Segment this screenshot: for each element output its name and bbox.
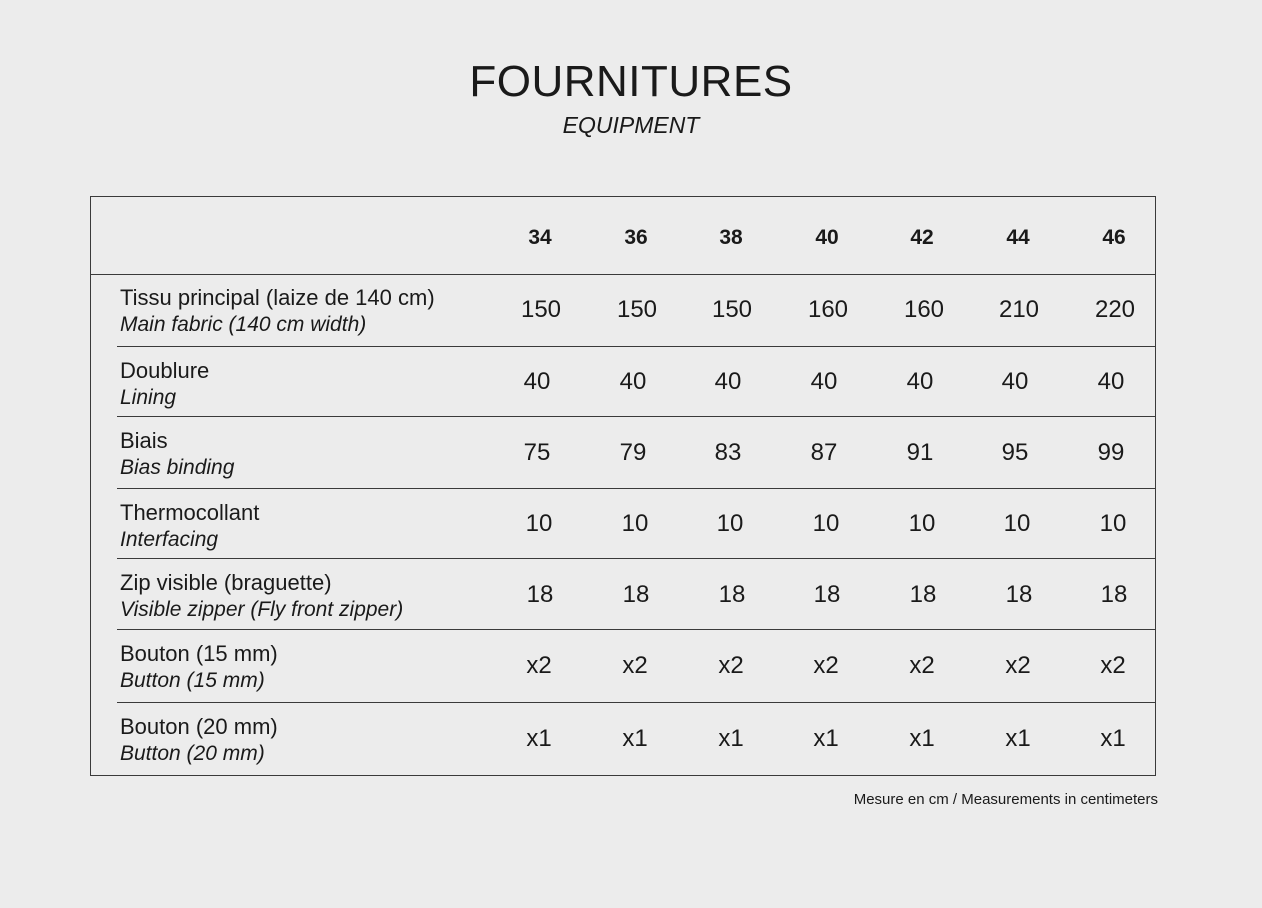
table-cell: x1 (1005, 725, 1031, 752)
row-label (120, 570, 500, 623)
table-cell: x1 (718, 725, 744, 752)
table-cell: 75 (523, 439, 551, 466)
table-cell: 18 (526, 581, 554, 608)
table-cell: 10 (716, 510, 744, 537)
row-label-french: Thermocollant (120, 500, 260, 525)
table-header-row (91, 197, 1155, 275)
table-cell: 150 (711, 296, 753, 323)
table-cell: 210 (998, 296, 1040, 323)
table-cell: 18 (1100, 581, 1128, 608)
table-cell: x1 (909, 725, 935, 752)
row-label (120, 641, 500, 694)
table-cell: x2 (622, 652, 648, 679)
row-label-french: Zip visible (braguette) (120, 570, 332, 595)
row-label-english: Main fabric (140 cm width) (120, 313, 367, 336)
table-cell: x1 (622, 725, 648, 752)
table-cell: x1 (526, 725, 552, 752)
table-cell: x2 (813, 652, 839, 679)
size-header: 46 (1102, 226, 1126, 249)
table-cell: x2 (909, 652, 935, 679)
table-cell: x2 (718, 652, 744, 679)
equipment-table (90, 196, 1156, 776)
table-cell: 10 (812, 510, 840, 537)
size-header: 36 (624, 226, 648, 249)
row-label (120, 358, 500, 411)
table-row (117, 630, 1155, 703)
table-cell: 150 (520, 296, 562, 323)
table-cell: x1 (813, 725, 839, 752)
table-cell: 40 (1097, 368, 1125, 395)
table-cell: 91 (906, 439, 934, 466)
table-cell: 40 (619, 368, 647, 395)
table-cell: 18 (1005, 581, 1033, 608)
table-cell: 99 (1097, 439, 1125, 466)
table-cell: 40 (906, 368, 934, 395)
size-header: 34 (528, 226, 552, 249)
row-label-english: Button (20 mm) (120, 742, 265, 765)
table-cell: 79 (619, 439, 647, 466)
table-cell: 40 (810, 368, 838, 395)
size-header: 44 (1006, 226, 1030, 249)
row-label (120, 285, 500, 338)
size-header: 38 (719, 226, 743, 249)
table-cell: 10 (1003, 510, 1031, 537)
table-cell: x1 (1100, 725, 1126, 752)
measurement-note: Mesure en cm / Measurements in centimeters (853, 791, 1158, 808)
table-cell: 18 (909, 581, 937, 608)
table-cell: 40 (1001, 368, 1029, 395)
row-label-french: Biais (120, 428, 168, 453)
table-row (117, 417, 1155, 489)
table-cell: x2 (1100, 652, 1126, 679)
table-cell: 160 (807, 296, 849, 323)
table-cell: 10 (1099, 510, 1127, 537)
table-cell: 18 (718, 581, 746, 608)
row-label-french: Bouton (20 mm) (120, 714, 278, 739)
table-row (117, 274, 1155, 347)
table-cell: 95 (1001, 439, 1029, 466)
table-cell: 220 (1094, 296, 1136, 323)
table-row (117, 703, 1155, 775)
row-label-french: Tissu principal (laize de 140 cm) (120, 285, 435, 310)
table-cell: 87 (810, 439, 838, 466)
table-cell: 83 (714, 439, 742, 466)
row-label (120, 428, 500, 481)
table-row (117, 559, 1155, 630)
row-label-english: Lining (120, 386, 177, 409)
table-cell: 10 (525, 510, 553, 537)
size-header: 40 (815, 226, 839, 249)
table-cell: x2 (1005, 652, 1031, 679)
row-label (120, 714, 500, 767)
row-label-english: Bias binding (120, 456, 235, 479)
table-cell: 160 (903, 296, 945, 323)
row-label-english: Visible zipper (Fly front zipper) (120, 598, 404, 621)
row-label (120, 500, 500, 553)
table-cell: 10 (908, 510, 936, 537)
size-header: 42 (910, 226, 934, 249)
page-title: FOURNITURES (469, 57, 793, 106)
table-row (117, 347, 1155, 417)
table-cell: 10 (621, 510, 649, 537)
table-cell: 18 (813, 581, 841, 608)
row-label-english: Button (15 mm) (120, 669, 265, 692)
row-label-english: Interfacing (120, 528, 219, 551)
page-subtitle: EQUIPMENT (562, 112, 700, 138)
table-cell: 40 (523, 368, 551, 395)
table-row (117, 489, 1155, 559)
table-cell: 18 (622, 581, 650, 608)
table-cell: 40 (714, 368, 742, 395)
table-cell: 150 (616, 296, 658, 323)
table-cell: x2 (526, 652, 552, 679)
row-label-french: Doublure (120, 358, 210, 383)
row-label-french: Bouton (15 mm) (120, 641, 278, 666)
